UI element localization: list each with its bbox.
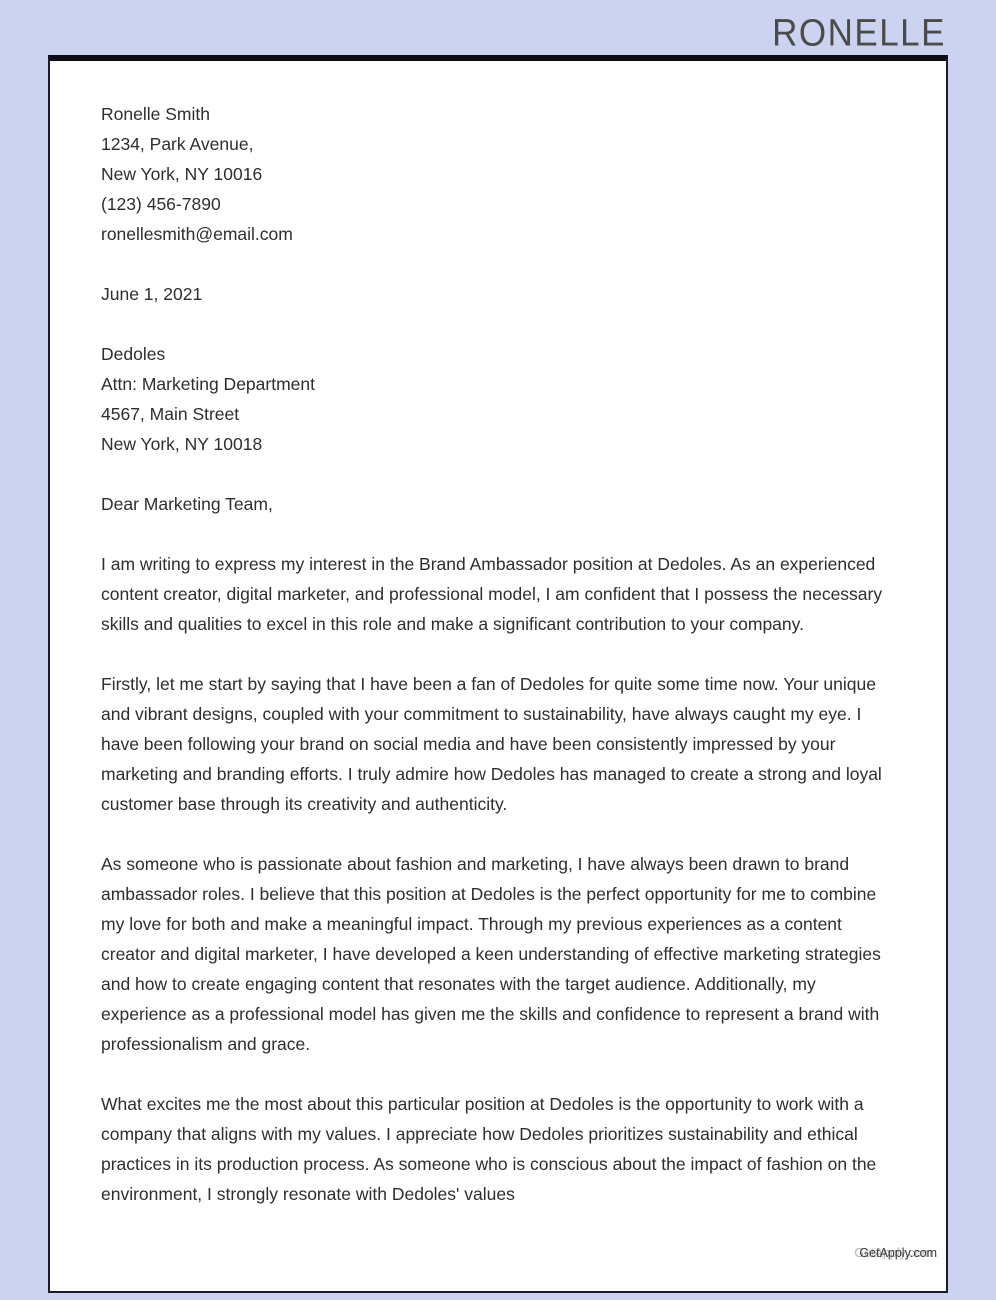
letter-page <box>48 55 948 1293</box>
sender-email: ronellesmith@email.com <box>101 224 293 244</box>
body-paragraph-4: What excites me the most about this particular position at Dedoles is the opportunity to work with a company that aligns with my values. I appreciate how Dedoles prioritizes sustainability and ethical practices in its production process. As someone who is conscious about the impact of fashion on the environment, I strongly resonate with Dedoles' values <box>101 1094 877 1204</box>
sender-street: 1234, Park Avenue, <box>101 134 254 154</box>
body-paragraph-1: I am writing to express my interest in the Brand Ambassador position at Dedoles. As an experienced content creator, digital marketer, and professional model, I am confident that I possess the necessary skills and qualities to excel in this role and make a significant contribution to your company. <box>101 554 883 634</box>
body-paragraph-2: Firstly, let me start by saying that I have been a fan of Dedoles for quite some time now. Your unique and vibrant designs, coupled with your commitment to sustainability, have always caught my eye. I have been following your brand on social media and have been consistently impressed by your marketing and branding efforts. I truly admire how Dedoles has managed to create a strong and loyal customer base through its creativity and authenticity. <box>101 674 882 814</box>
sender-phone: (123) 456-7890 <box>101 194 221 214</box>
recipient-street: 4567, Main Street <box>101 404 240 424</box>
sender-name: Ronelle Smith <box>101 104 210 124</box>
recipient-city: New York, NY 10018 <box>101 434 263 454</box>
recipient-address-block <box>101 339 894 459</box>
recipient-company: Dedoles <box>101 344 166 364</box>
salutation: Dear Marketing Team, <box>101 494 273 514</box>
sender-city: New York, NY 10016 <box>101 164 263 184</box>
watermark: GetApply.com <box>859 1246 937 1260</box>
letter-date: June 1, 2021 <box>101 284 203 304</box>
body-paragraph-3: As someone who is passionate about fashion and marketing, I have always been drawn to brand ambassador roles. I believe that this position at Dedoles is the perfect opportunity for me to combine my love for both and make a meaningful impact. Through my previous experiences as a content creator and digital marketer, I have developed a keen understanding of effective marketing strategies and how to create engaging content that resonates with the target audience. Additionally, my experience as a professional model has given me the skills and confidence to represent a brand with professionalism and grace. <box>101 854 881 1054</box>
recipient-attn: Attn: Marketing Department <box>101 374 315 394</box>
ronelle-logo: RONELLE <box>772 12 946 55</box>
sender-address-block <box>101 99 894 249</box>
letter-content <box>50 61 946 1209</box>
